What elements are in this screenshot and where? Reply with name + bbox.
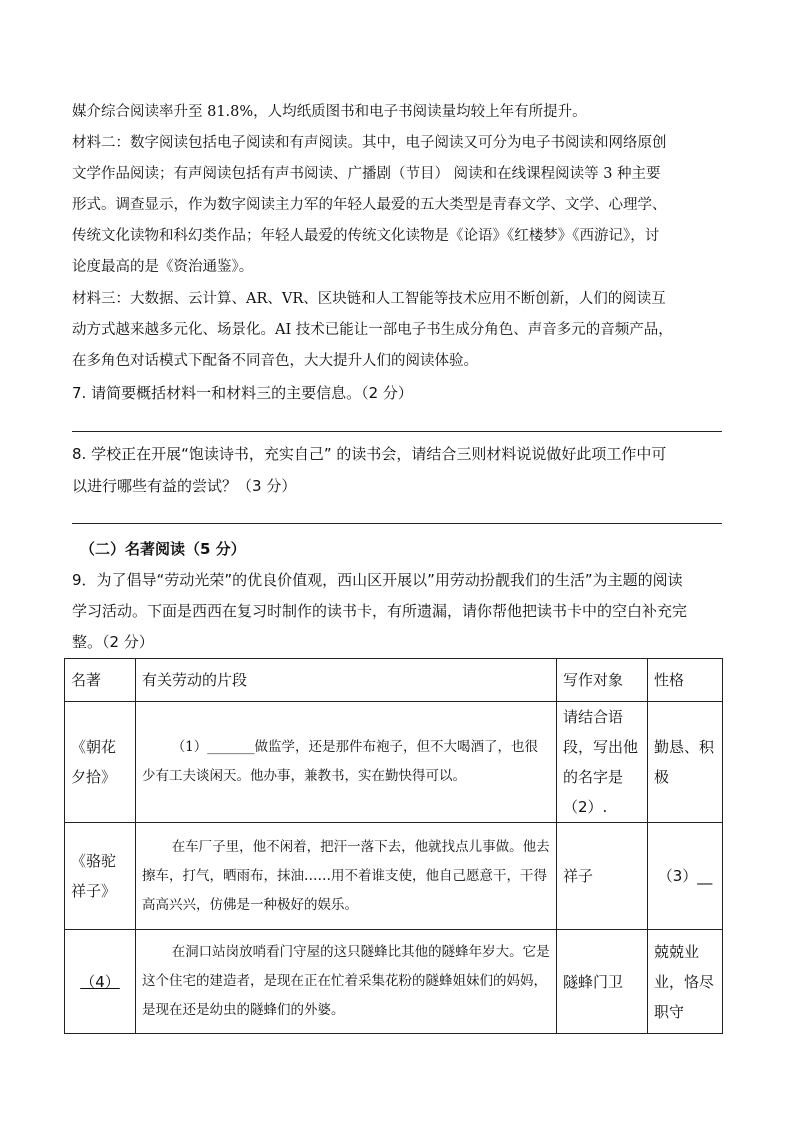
question-8-line-2: 以进行哪些有益的尝试？（3 分）: [72, 477, 297, 495]
object-cell: 祥子: [557, 823, 648, 930]
fill-blank-4[interactable]: （4）: [65, 930, 136, 1034]
material2-line-2: 文学作品阅读；有声阅读包括有声书阅读、广播剧（节目） 阅读和在线课程阅读等 3 种主要: [72, 166, 661, 182]
answer-line-q8[interactable]: [72, 523, 722, 524]
question-9-line-1: 9．为了倡导“劳动光荣”的优良价值观，西山区开展以”用劳动扮靓我们的生活”为主题的阅读: [72, 571, 683, 589]
table-row: [65, 702, 723, 823]
excerpt-cell: [136, 702, 557, 823]
section-title-classics: （二）名著阅读（5 分）: [80, 540, 246, 558]
material2-line-4: 传统文化读物和科幻类作品；年轻人最爱的传统文化读物是《论语》《红楼梦》《西游记》，讨: [72, 228, 660, 244]
material2-line-5: 论度最高的是《资治通鉴》。: [72, 259, 254, 275]
header-object: 写作对象: [557, 659, 648, 702]
reading-card-table: [64, 658, 723, 1034]
answer-line-q7[interactable]: [72, 431, 722, 432]
header-trait: 性格: [648, 659, 723, 702]
material1-tail: 媒介综合阅读率升至 81.8%，人均纸质图书和电子书阅读量均较上年有所提升。: [72, 104, 587, 120]
material3-line-2: 动方式越来越多元化、场景化。AI 技术已能让一部电子书生成分角色、声音多元的音频产品，: [72, 322, 673, 338]
material3-line-3: 在多角色对话模式下配备不同音色，大大提升人们的阅读体验。: [72, 353, 478, 369]
material2-line-3: 形式。调查显示，作为数字阅读主力军的年轻人最爱的五大类型是青春文学、文学、心理学、: [72, 197, 667, 213]
question-9-line-3: 整。（2 分）: [72, 633, 154, 651]
table-row: [65, 930, 723, 1034]
excerpt-cell: 在车厂子里，他不闲着，把汗一落下去，他就找点儿事做。他去擦车，打气，晒雨布，抹油……用不着谁支使，他自己愿意干，干得高高兴兴，仿佛是一种极好的娱乐。: [136, 823, 557, 930]
material3-line-1: 材料三：大数据、云计算、AR、VR、区块链和人工智能等技术应用不断创新，人们的阅读互: [72, 291, 666, 307]
excerpt-text: 做监学，还是那件布袍子，但不大喝酒了，也很少有工夫谈闲天。他办事，兼教书，实在勤快得可以。: [142, 739, 539, 784]
question-8-line-1: 8. 学校正在开展“饱读诗书，充实自己” 的读书会，请结合三则材料说说做好此项工作中可: [72, 445, 667, 463]
table-header-row: [65, 659, 723, 702]
header-excerpt: 有关劳动的片段: [136, 659, 557, 702]
question-7: 7. 请简要概括材料一和材料三的主要信息。（2 分）: [72, 384, 413, 402]
trait-cell: 勤恳、积极: [648, 702, 723, 823]
trait-cell: 兢兢业业，恪尽职守: [648, 930, 723, 1034]
excerpt-cell: 在洞口站岗放哨看门守屋的这只隧蜂比其他的隧蜂年岁大。它是这个住宅的建造者，是现在正在忙着采集花粉的隧蜂姐妹们的妈妈，是现在还是幼虫的隧蜂们的外婆。: [136, 930, 557, 1034]
book-cell: 《朝花夕拾》: [65, 702, 136, 823]
question-9-line-2: 学习活动。下面是西西在复习时制作的读书卡，有所遗漏，请你帮他把读书卡中的空白补充完: [72, 602, 688, 620]
material2-line-1: 材料二：数字阅读包括电子阅读和有声阅读。其中，电子阅读又可分为电子书阅读和网络原创: [72, 135, 667, 151]
object-cell: 隧蜂门卫: [557, 930, 648, 1034]
table-row: [65, 823, 723, 930]
object-cell[interactable]: 请结合语段，写出他的名字是（2）.: [557, 702, 648, 823]
header-book: 名著: [65, 659, 136, 702]
fill-blank-3[interactable]: （3）__: [648, 823, 723, 930]
book-cell: 《骆驼祥子》: [65, 823, 136, 930]
fill-blank-1[interactable]: （1）_______: [171, 739, 255, 755]
